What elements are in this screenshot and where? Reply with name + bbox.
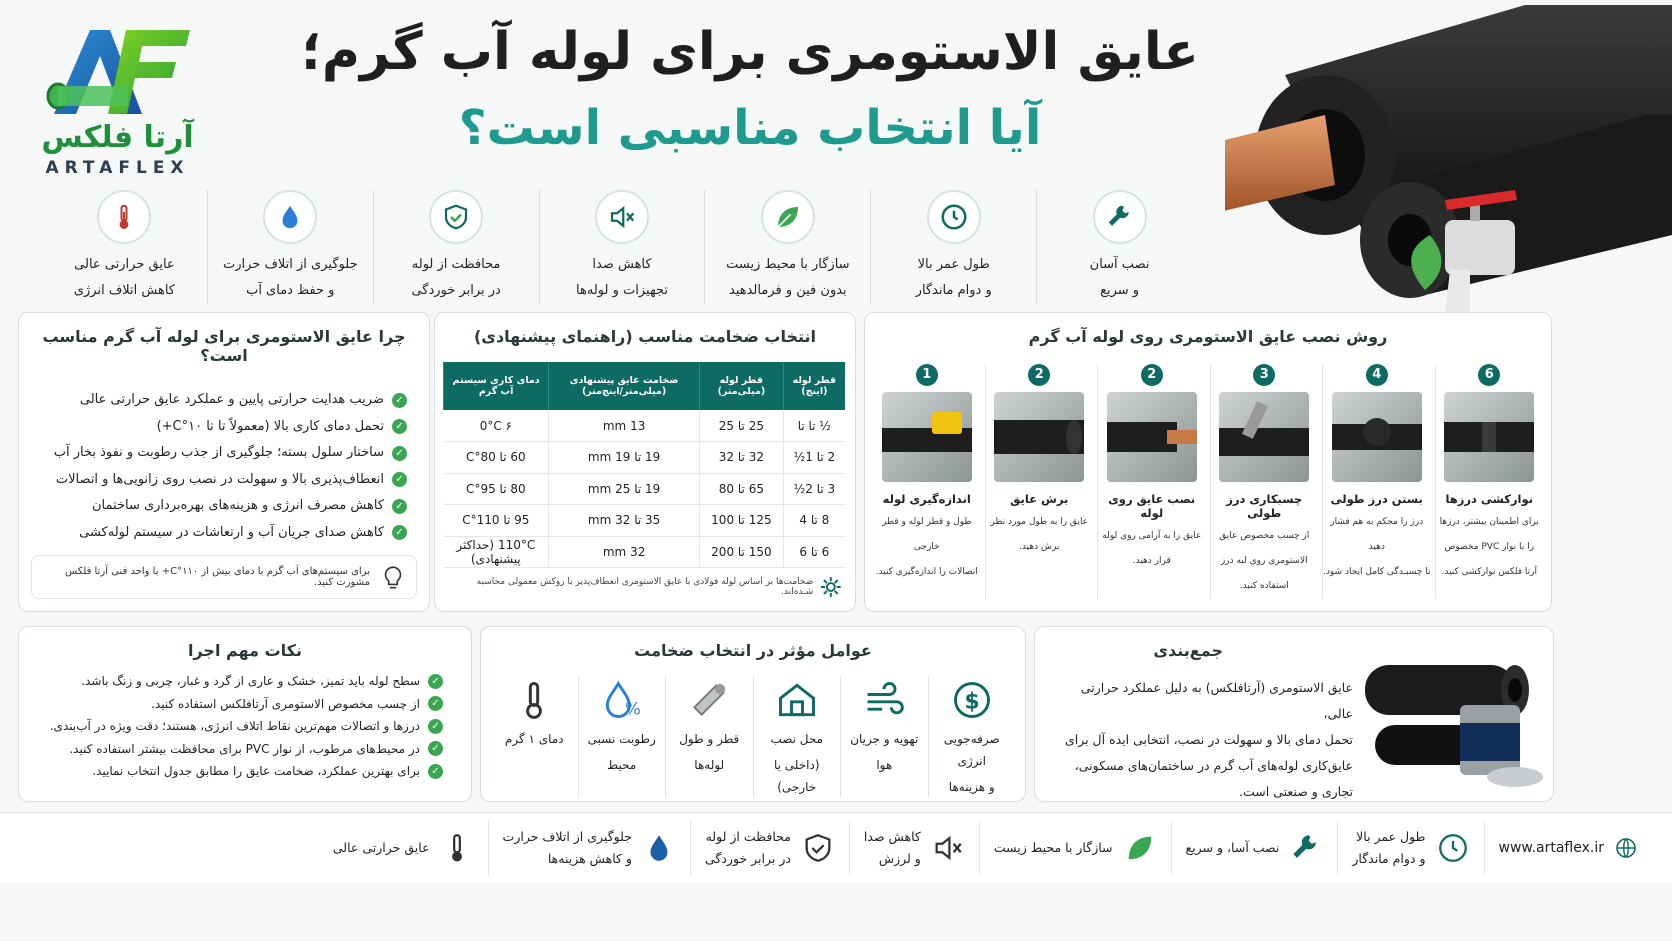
check-icon: ✓ [392,499,407,514]
list-item: ✓ کاهش صدای جریان آب و ارتعاشات در سیستم لوله‌کشی [33,520,407,547]
water-drop-icon [642,831,676,865]
install-title: روش نصب عایق الاستومری روی لوله آب گرم [1028,327,1388,346]
why-title: چرا عایق الاستومری برای لوله آب گرم مناسب است؟ [42,327,406,365]
clock-icon [927,190,981,244]
benefit-sublabel: بدون فین و فرمالدهید [729,283,847,298]
house-icon [754,676,841,724]
step-image-measuring [882,392,972,482]
benefit-label: نصب آسان [1089,257,1150,272]
step-title: چسبکاری درز طولی [1226,492,1303,520]
thickness-footnote: ضخامت‌ها بر اساس لوله فولادی با عایق الاستومری انعطاف‌پذیر با روکش معمولی محاسبه شـده‌اند. [447,575,843,599]
factor-energy-saving: $ صرفه‌جویی انرژی و هزینه‌ها [928,676,1016,798]
factors-panel [480,626,1026,802]
step-desc: درز را محکم به هم فشار دهید تا چسبـدگی کامل ایجاد شود. [1323,517,1431,577]
step-title: برش عایق [1010,492,1069,506]
list-item: ✓ ضریب هدایت حرارتی پایین و عملکرد عایق حرارتی عالی [33,387,407,414]
install-step [1097,364,1206,599]
benefit-sublabel: و سریع [1100,283,1140,298]
step-desc: عایق را به آرامی روی لوله قرار دهید. [1102,531,1202,566]
factor-location: محل نصب (داخلی یا خارجی) [753,676,841,798]
step-image-taping [1444,392,1534,482]
check-icon: ✓ [392,446,407,461]
table-header: دمای کاری سیستم آب گرم [444,362,549,410]
summary-panel [1034,626,1554,802]
thermometer-icon [97,190,151,244]
benefit-thermal-insulation [42,190,207,305]
website-link[interactable]: www.artaflex.ir [1498,839,1604,856]
svg-text:$: $ [964,689,980,715]
check-icon: ✓ [392,525,407,540]
check-icon: ✓ [428,719,443,734]
footer-thermal: عایق حرارتی عالی [319,821,488,875]
hero-insulation-pipes-image [1225,5,1672,325]
pipe-icon [666,676,753,724]
table-header-row [444,362,846,410]
why-panel [18,312,430,612]
factor-pipe-size: قطر و طول لوله‌ها [665,676,753,798]
list-item: ✓ تحمل دمای کاری بالا (معمولاً تا تا ۱۰°C+) [33,414,407,441]
step-image-fitting [1107,392,1197,482]
table-row: 3 تا 2½ 65 تا 80 19 تا 25 mm 80 تا 95°C [444,473,846,505]
benefit-sublabel: و حفظ دمای آب [246,283,335,298]
table-row: 8 تا 4 125 تا 100 35 تا 32 mm 95 تا 110°C [444,505,846,537]
tips-title: نکات مهم اجرا [187,641,302,660]
page-subtitle: آیا انتخاب مناسبی است؟ [458,100,1042,156]
footer-long-life: طول عمر بالا و دوام ماندگار [1337,821,1483,875]
summary-product-image [1365,645,1545,795]
benefit-sublabel: و دوام ماندگار [915,283,992,298]
footer-bar [0,812,1672,882]
footer-easy-install: نصب آسا، و سریع [1171,821,1338,875]
summary-text: عایق الاستومری (آرتافلکس) به دلیل عملکرد حرارتی عالی، تحمل دمای بالا و سهولت در نصب، انتخابی ایده آل برای عایق‌کاری لوله‌های آب گرم در ساختمان‌های مسکونی، تجاری و صنعتی است. [1064,680,1353,799]
tips-list [29,670,443,783]
lightbulb-icon [380,564,406,592]
step-number: 4 [1366,364,1388,386]
install-step [1322,364,1431,599]
step-title: نصب عایق روی لوله [1108,492,1196,520]
thermometer-icon [491,676,578,724]
humidity-icon [579,676,666,724]
step-desc: برای اطمینان بیشتر، درزها را با نوار PVC مخصوص آرتا فلکس نوارکشی کنید. [1439,517,1539,577]
step-desc: از چسب مخصوص عایق الاستومری روی لبه درز استفاده کنید. [1219,531,1310,591]
list-item: ✓ درزها و اتصالات مهم‌ترین نقاط اتلاف انرژی، هستند؛ دقت ویژه در آب‌بندی. [29,715,443,738]
why-list [33,387,407,546]
check-icon: ✓ [428,764,443,779]
benefit-long-life [870,190,1036,305]
factors-row [491,676,1015,798]
benefit-corrosion-protection [373,190,539,305]
benefit-easy-install [1036,190,1202,305]
step-number: 6 [1478,364,1500,386]
install-step [985,364,1094,599]
step-desc: طول و قطر لوله و قطر خارجی اتصالات را اندازه‌گیری کنید. [875,517,978,577]
step-number: 2 [1028,364,1050,386]
step-image-gluing [1219,392,1309,482]
wrench-icon [1093,190,1147,244]
list-item: ✓ در محیط‌های مرطوب، از نوار PVC برای محافظت بیشتر استفاده کنید. [29,738,443,761]
logo-text-fa: آرتا فلکس [41,120,194,155]
benefit-heat-retention [207,190,373,305]
benefit-sublabel: تجهیزات و لوله‌ها [576,283,668,298]
step-number: 3 [1253,364,1275,386]
mute-speaker-icon [595,190,649,244]
benefit-label: جلوگیری از اتلاف حرارت [222,257,358,272]
step-title: اندازه‌گیری لوله [882,492,971,506]
list-item: ✓ سطح لوله باید تمیز، خشک و عاری از گرد و غبار، چربی و زنگ باشد. [29,670,443,693]
globe-icon [1614,836,1638,860]
list-item: ✓ ساختار سلول بسته؛ جلوگیری از جذب رطوبت و نفوذ بخار آب [33,440,407,467]
leaf-icon [761,190,815,244]
install-step [1210,364,1319,599]
benefit-noise-reduction [539,190,705,305]
summary-title: جمع‌بندی [1153,641,1223,660]
check-icon: ✓ [392,472,407,487]
tips-panel [18,626,472,802]
footer-website[interactable] [1484,821,1653,875]
benefit-sublabel: کاهش اتلاف انرژی [73,283,175,298]
footer-heat-loss: جلوگیری از اتلاف حرارت و کاهش هزینه‌ها [488,821,690,875]
shield-check-icon [429,190,483,244]
benefit-label: سازگار با محیط زیست [726,257,850,272]
check-icon: ✓ [428,741,443,756]
step-image-closing-seam [1332,392,1422,482]
clock-icon [1436,831,1470,865]
svg-text:%: % [624,699,641,719]
check-icon: ✓ [392,419,407,434]
check-icon: ✓ [392,393,407,408]
table-row: ½ تا تا 25 تا 25 13 mm 0°C ۶ [444,410,846,442]
page-title: عایق الاستومری برای لوله آب گرم؛ [301,22,1199,82]
install-steps [873,364,1543,599]
shield-check-icon [801,831,835,865]
factor-ventilation: تهویه و جریان هوا [840,676,928,798]
step-number: 1 [916,364,938,386]
thickness-table [443,362,845,568]
footer-noise: کاهش صدا و لرزش [849,821,979,875]
table-header: قطر لوله (اینچ) [783,362,845,410]
step-image-cutting [994,392,1084,482]
install-step [873,364,981,599]
step-title: نوارکشی درزها [1445,492,1534,506]
dollar-icon [929,676,1016,724]
benefit-eco-friendly [704,190,870,305]
step-desc: عایق را به طول مورد نظر برش دهید. [990,517,1089,552]
footer-eco: سازگار با محیط زیست [979,821,1171,875]
install-panel [864,312,1552,612]
list-item: ✓ برای بهترین عملکرد، ضخامت عایق را مطابق جدول انتخاب نمایید. [29,760,443,783]
benefits-row [42,190,1202,305]
benefit-label: کاهش صدا [592,257,652,272]
benefit-sublabel: در برابر خوردگی [411,283,501,298]
table-row: 6 تا 6 150 تا 200 32 mm 110°C (حداکثر پیشنهادی) [444,536,846,568]
check-icon: ✓ [428,674,443,689]
leaf-icon [1123,831,1157,865]
why-note: برای سیستم‌های آب گرم با دمای بیش از ۱۱۰°C+ با واحد فنی آرتا فلکس مشورت کنید. [31,555,417,599]
benefit-label: طول عمر بالا [917,257,990,272]
logo-text-en: ARTAFLEX [45,158,190,178]
step-number: 2 [1141,364,1163,386]
list-item: ✓ کاهش مصرف انرژی و هزینه‌های بهره‌برداری ساختمان [33,493,407,520]
thickness-title: انتخاب ضخامت مناسب (راهنمای پیشنهادی) [473,327,817,346]
thermometer-icon [440,831,474,865]
thickness-panel [434,312,856,612]
check-icon: ✓ [428,696,443,711]
factor-temperature: دمای ۱ گرم [491,676,578,798]
table-header: قطر لوله (میلی‌متر) [700,362,784,410]
mute-speaker-icon [931,831,965,865]
list-item: ✓ از چسب مخصوص الاستومری آرتافلکس استفاده کنید. [29,693,443,716]
install-step [1435,364,1544,599]
benefit-label: محافظت از لوله [411,257,501,272]
factors-title: عوامل مؤثر در انتخاب ضخامت [634,641,872,660]
artaflex-logo-mark [44,26,194,118]
benefit-label: عایق حرارتی عالی [74,257,175,272]
brand-logo [30,22,205,178]
step-title: بستن درز طولی [1330,492,1423,506]
table-row: 2 تا 1½ 32 تا 32 19 تا 19 mm 60 تا 80°C [444,442,846,474]
wind-icon [841,676,928,724]
wrench-icon [1289,831,1323,865]
footer-corrosion: محافظت از لوله در برابر خوردگی [690,821,849,875]
gear-icon [819,575,843,599]
table-header: ضخامت عایق پیشنهادی (میلی‌متر/اینچ‌متر) [549,362,700,410]
water-drop-icon [263,190,317,244]
list-item: ✓ انعطاف‌پذیری بالا و سهولت در نصب روی زانویی‌ها و اتصالات [33,467,407,494]
factor-humidity: % رطوبت نسبی محیط [578,676,666,798]
